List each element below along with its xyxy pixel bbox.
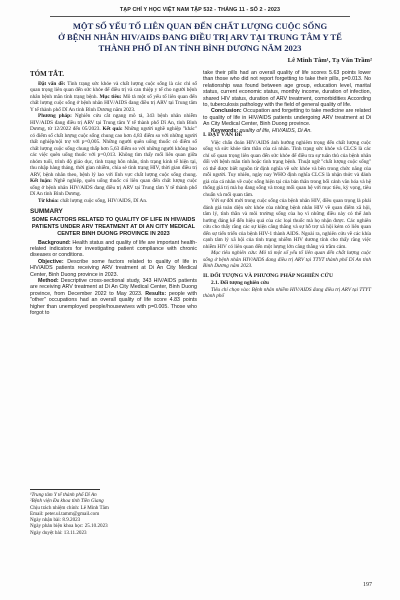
summary-heading: SUMMARY [30,208,63,215]
subsection-2-1-heading: 2.1. Đối tượng nghiên cứu [211,280,269,286]
section-2-heading: II. ĐỐI TƯỢNG VÀ PHƯƠNG PHÁP NGHIÊN CỨU [203,272,334,279]
abstract-results-label: Kết quả: [102,126,123,132]
title-line: MỘT SỐ YẾU TỐ LIÊN QUAN ĐẾN CHẤT LƯỢNG CUỘC SỐNG [72,21,328,31]
abstract-aim-label: Mục tiêu: [99,93,122,100]
abstract-method-text: Nghiên cứu cắt ngang mô tả, 343 bệnh nhân nhiễm HIV/AIDS đang điều trị ARV tại Trung tâm Y tế thành phố Dĩ An, tỉnh Bình Dương, từ 12/2022 đến 05/2023. [30,113,197,132]
inclusion-criteria-text: Tiêu chí chọn vào: Bệnh nhân nhiễm HIV/AIDS đang điều trị ARV tại TTYT thành phố [203,286,371,299]
summary-background-text: Health status and quality of life are important health-related indicators for investigating patient compliance with chronic diseases or conditions. [30,239,197,259]
summary-background [30,240,197,259]
intro-paragraph [203,250,371,270]
summary-conclusion [203,108,371,127]
footnote-affiliation-1: ¹Trung tâm Y tế thành phố Dĩ An [30,492,97,498]
summary-conclusion-label: Conclusion: [211,108,242,115]
abstract-heading: TÓM TẮT. [30,70,64,78]
abstract-background-label: Đặt vấn đề: [38,80,66,87]
abstract-conclusion-text: Nghề nghiệp, quên uống thuốc có liên quan đến chất lượng cuộc sống ở bệnh nhân HIV/AIDS đang điều trị ARV tại Trung tâm Y tế thành phố Dĩ An tỉnh Bình Dương. [30,178,197,197]
intro-paragraph: Việc chẩn đoán HIV/AIDS ảnh hưởng nghiêm trọng đến chất lượng cuộc sống và sức khỏe tâm thần của cá nhân. Tình trạng sức khỏe và CLCS là các chỉ số quan trọng liên quan đến sức khỏe để điều tra sự tuân thủ của bệnh nhân đối với bệnh mãn tính hoặc tình trạng bệnh. Thuật ngữ "chất lượng cuộc sống" có thể được biết nguồn từ định nghĩa về sức khỏe và bên trong chức năng của mỗi người. Tuy nhiên, ngày nay WHO định nghĩa CLCS là nhận thức và đánh giá của cá nhân về cuộc sống hiện tại của bản thân trong bối cảnh văn hóa và hệ thống giá trị mà họ đang sống và trong mối quan hệ với mục tiêu, kỳ vọng, tiêu chuẩn và mối quan tâm. [203,139,371,198]
header-divider [50,16,350,17]
footnote-divider [30,489,100,490]
summary-conclusion-text: Occupation and forgetting to take medicine are related to quality of life in HIV/AIDS patients undergoing ARV treatment at Di An City Medical Center, Binh Duong province. [203,108,371,128]
footnote-email: Email: peter.ul.tamm@gmail.com [30,510,100,517]
journal-header: TẠP CHÍ Y HỌC VIỆT NAM TẬP 532 - THÁNG 11 - SỐ 2 - 2023 [119,7,281,13]
summary-objective-text: Describe some factors related to quality of life in HIV/AIDS patients receiving ARV treatment at Di An City Medical Center, Binh Duong province in 2023. [30,258,197,278]
intro-paragraph: Với sự đời mới trong cuộc sống của bệnh nhân HIV, điều quan trọng là phải đánh giá toàn diện sức khỏe của những bệnh nhân HIV về quan điểm xã hội, tâm lý, tình thần và môi trường sống của họ vì những điều này có thể ảnh hưởng đáng kể đến hiệu quả của các loại thuốc mà họ nhận được. Các nghiên cứu cho thấy rằng các sự kiện căng thẳng và sự hỗ trợ xã hội kém có liên quan đến sự tiến triển của bệnh HIV-1 thành AIDS. Ngoài ra, nghiên cứu về các khía cạnh tâm lý xã hội của tình trạng nhiễm HIV dương tính cho thấy rằng việc nhiễm HIV có liên quan đến một lượng lớn căng thẳng và trầm cảm. [203,198,371,250]
footnote-corresponding: Chịu trách nhiệm chính: Lê Minh Tâm [30,504,109,511]
summary-background-label: Background: [38,239,71,246]
summary-method-text: Descriptive cross-sectional study, 343 HIV/AIDS patients are receiving ARV treatment at Di An City Medical Center, Binh Duong province, from December 2022 to May 2023. [30,277,197,297]
summary-results-label: Results: [145,290,167,297]
section-1-heading: I. ĐẶT VẤN ĐỀ [203,132,243,138]
abstract-conclusion-label: Kết luận: [30,178,52,184]
footnote-affiliation-2: ²Bệnh viện Đa khoa tỉnh Tiền Giang [30,498,104,505]
subsection-2-1-text [203,287,371,300]
summary-results-text-part1: people with "other" occupations had an overall quality of life score 4.83 points higher than unemployed people/housewives with p=0.005. Those who forgot to [30,290,197,316]
abstract-method-label: Phương pháp: [38,113,72,119]
summary-keywords-label: Keywords: [211,127,239,134]
english-summary [30,240,197,317]
footnote-accepted: Ngày duyệt bài: 13.11.2023 [30,529,87,536]
left-column [30,71,197,316]
article-title [34,21,366,53]
title-line: Ở BỆNH NHÂN HIV/AIDS ĐANG ĐIỀU TRỊ ARV TẠI TRUNG TÂM Y TẾ [58,31,342,42]
summary-keywords-text: quality of life, HIV/AIDS, Di An. [239,127,312,134]
abstract-keywords-text: chất lượng cuộc sống, HIV/AIDS, Dĩ An. [60,197,148,204]
abstract-keywords [30,198,197,205]
right-column-vi [203,129,371,300]
english-title: SOME FACTORS RELATED TO QUALITY OF LIFE IN HIV/AIDS PATIENTS UNDER ARV TREATMENT AT DI AN CITY MEDICAL CENTER BINH DUONG PROVINCE IN 2023 [31,216,196,237]
abstract-results-text: Những người nghề nghiệp "khác" có điểm số chất lượng cuộc sống chung cao hơn 4,83 điểm so với những người thất nghiệp/nội trợ với p=0,005. Những người quên uống thuốc có điểm số chất lượng cuộc sống chung thấp hơn 5,63 điểm so với những người không bao các việc quên uống thuốc với p=0,013. Không tìm thấy mối liên quan giữa nhóm tuổi, trình độ giáo dục, tình trạng hôn nhân, tình trạng kinh tế hiện tại, thu nhập hàng tháng, thời gian nhiễm, chia sẻ tình trạng HIV, thời gian điều trị ARV, bệnh nhân theo, bệnh lý lao với lĩnh vực chất lượng cuộc sống chung. [30,126,198,178]
authors: Lê Minh Tâm¹, Tạ Văn Trầm² [287,57,372,64]
abstract-background [30,81,197,114]
footnote-received: Ngày nhận bài: 8.9.2023 [30,517,81,524]
abstract-keywords-label: Từ khóa: [38,197,59,204]
right-column [203,70,371,134]
summary-results-continued: take their pills had an overall quality of life scores 5.63 points lower than those who did not report forgetting to take their pills, p=0.013. No relationship was found between age group, education level, marital status, current economic status, monthly income, duration of infection, shared HIV status, duration of ARV treatment, comorbidities According to, tuberculosis pathology with the field of general quality of life. [203,70,371,109]
abstract-background-text: Tình trạng sức khỏe và chất lượng cuộc sống là các chỉ số quan trọng liên quan đến sức khỏe để điều trị và can thiệp y tế cho người bệnh nhân bệnh mãn tính trạng bệnh. [30,80,197,100]
footnotes [30,492,197,536]
abstract-method [30,113,197,198]
abstract-aim-text: Mô tả một số yếu tố liên quan đến chất lượng cuộc sống ở bệnh nhân HIV/AIDS đang điều trị ARV tại Trung tâm Y tế thành phố Dĩ An tỉnh Bình Dương năm 2023. [30,93,198,113]
page-number: 197 [363,582,372,588]
title-line: THÀNH PHỐ DĨ AN TỈNH BÌNH DƯƠNG NĂM 2023 [98,42,302,53]
summary-objective [30,259,197,278]
footnote-reviewed: Ngày phản biện khoa học: 25.10.2023 [30,523,108,530]
summary-method-label: Method: [38,277,59,284]
summary-objective-label: Objective: [38,258,64,265]
intro-aim-text: Mục tiêu nghiên cứu: Mô tả một số yếu tố liên quan đến chất lượng cuộc sống ở bệnh nhân HIV/AIDS đang điều trị ARV tại TTYT thành phố Dĩ An tỉnh Bình Dương năm 2023. [203,250,371,269]
summary-method [30,278,197,316]
